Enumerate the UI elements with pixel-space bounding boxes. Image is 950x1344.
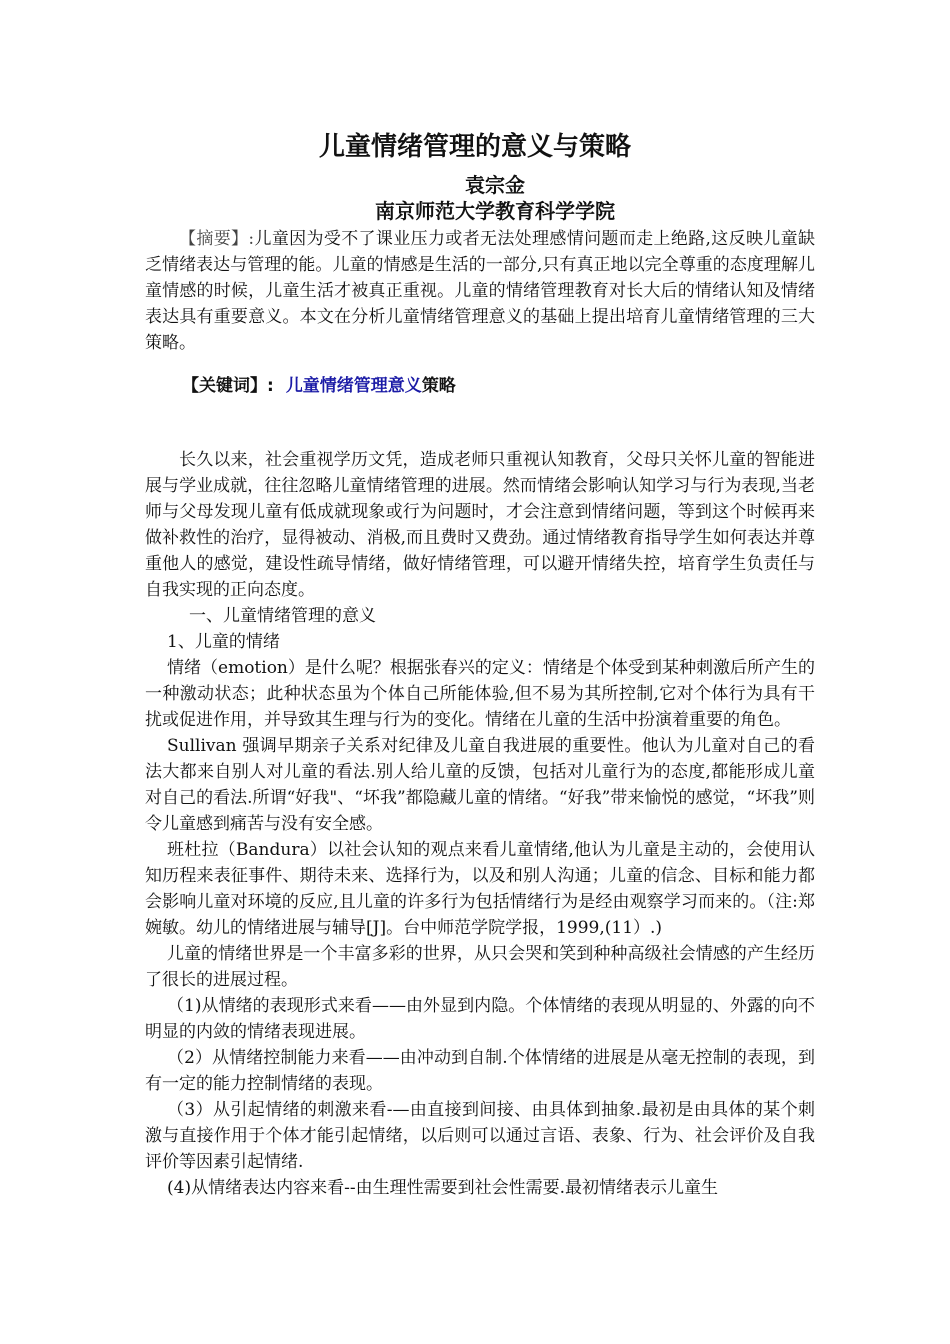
list-item: （3）从引起情绪的刺激来看-—由直接到间接、由具体到抽象.最初是由具体的某个刺激与直接作用于个体才能引起情绪，以后则可以通过言语、表象、行为、社会评价及自我评价等因素引起情绪. <box>145 1100 815 1172</box>
subsection-heading: 1、儿童的情绪 <box>167 632 280 652</box>
list-item: (4)从情绪表达内容来看--由生理性需要到社会性需要.最初情绪表示儿童生 <box>167 1178 718 1198</box>
body-text <box>145 447 815 1201</box>
list-item: （2）从情绪控制能力来看——由冲动到自制.个体情绪的进展是从毫无控制的表现，到有一定的能力控制情绪的表现。 <box>145 1048 815 1094</box>
body-paragraph: 班杜拉（Bandura）以社会认知的观点来看儿童情绪,他认为儿童是主动的，会使用认知历程来表征事件、期待未来、选择行为，以及和别人沟通；儿童的信念、目标和能力都会影响儿童对环境的反应,且儿童的许多行为包括情绪行为是经由观察学习而来的。（注:郑婉敏。幼儿的情绪进展与辅导[J]。台中师范学院学报，1999,(11）.) <box>145 840 815 938</box>
body-paragraph: Sullivan 强调早期亲子关系对纪律及儿童自我进展的重要性。他认为儿童对自己的看法大都来自别人对儿童的看法.别人给儿童的反馈，包括对儿童行为的态度,都能形成儿童对自己的看法.所谓“好我"、“坏我”都隐藏儿童的情绪。“好我”带来愉悦的感觉，“坏我”则令儿童感到痛苦与没有安全感。 <box>145 736 815 834</box>
keywords-label: 【关键词】: <box>182 376 274 396</box>
section-heading: 一、儿童情绪管理的意义 <box>189 606 376 626</box>
keywords-line <box>182 373 456 399</box>
abstract <box>145 226 815 356</box>
keyword-link[interactable]: 儿童情绪管理意义 <box>285 376 422 396</box>
body-paragraph: 儿童的情绪世界是一个丰富多彩的世界，从只会哭和笑到种种高级社会情感的产生经历了很长的进展过程。 <box>145 944 815 990</box>
institution-name: 南京师范大学教育科学学院 <box>375 199 615 223</box>
page-title: 儿童情绪管理的意义与策略 <box>318 132 631 162</box>
body-paragraph: 长久以来，社会重视学历文凭，造成老师只重视认知教育，父母只关怀儿童的智能进展与学业成就，往往忽略儿童情绪管理的进展。然而情绪会影响认知学习与行为表现,当老师与父母发现儿童有低成就现象或行为问题时，才会注意到情绪问题，等到这个时候再来做补救性的治疗，显得被动、消极,而且费时又费劲。通过情绪教育指导学生如何表达并尊重他人的感觉，建设性疏导情绪，做好情绪管理，可以避开情绪失控，培育学生负责任与自我实现的正向态度。 <box>145 450 815 600</box>
keyword-strategy: 策略 <box>421 376 456 396</box>
body-paragraph: 情绪（emotion）是什么呢？根据张春兴的定义：情绪是个体受到某种刺激后所产生的一种激动状态；此种状态虽为个体自己所能体验,但不易为其所控制,它对个体行为具有干扰或促进作用，并导致其生理与行为的变化。情绪在儿童的生活中扮演着重要的角色。 <box>145 658 815 730</box>
abstract-text: 儿童因为受不了课业压力或者无法处理感情问题而走上绝路,这反映儿童缺乏情绪表达与管理的能。儿童的情感是生活的一部分,只有真正地以完全尊重的态度理解儿童情感的时候，儿童生活才被真正重视。儿童的情绪管理教育对长大后的情绪认知及情绪表达具有重要意义。本文在分析儿童情绪管理意义的基础上提出培育儿童情绪管理的三大策略。 <box>145 229 815 353</box>
abstract-label: 【摘要】: <box>179 229 255 249</box>
list-item: （1)从情绪的表现形式来看——由外显到内隐。个体情绪的表现从明显的、外露的向不明显的内敛的情绪表现进展。 <box>145 996 815 1042</box>
author-name: 袁宗金 <box>465 173 525 197</box>
